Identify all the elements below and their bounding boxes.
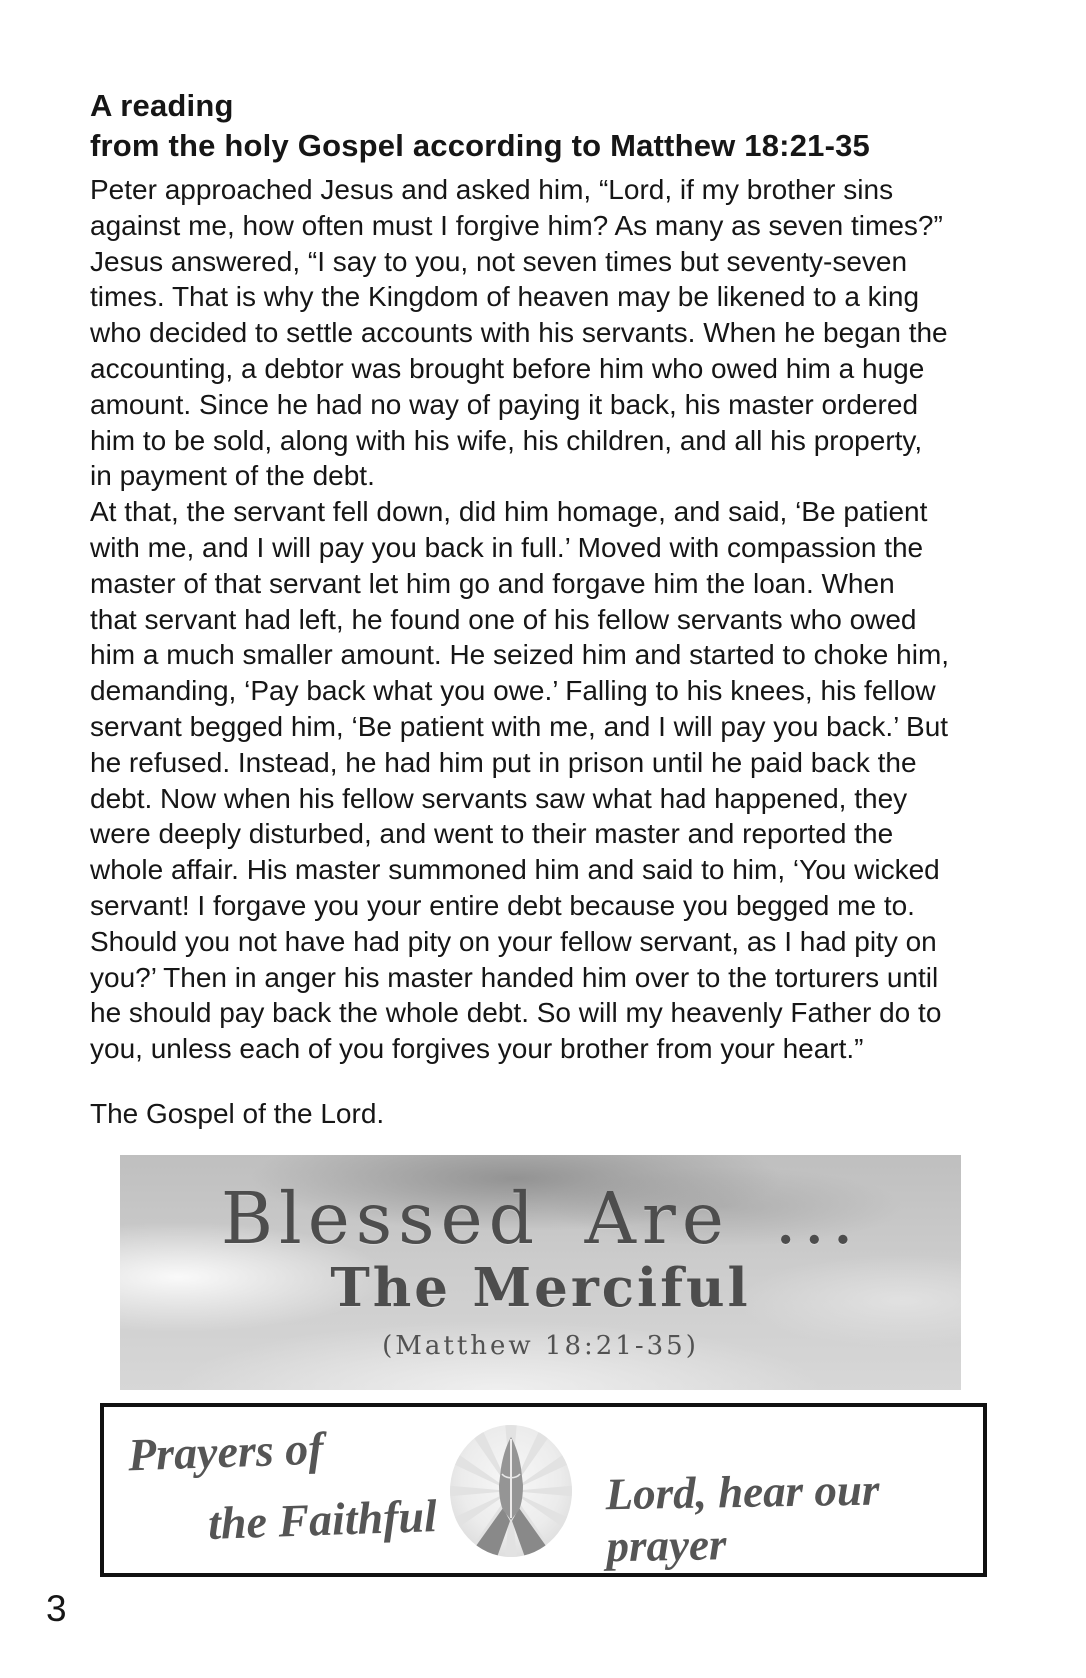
text-line: demanding, ‘Pay back what you owe.’ Falling to his knees, his fellow	[90, 675, 936, 707]
text-line: you?’ Then in anger his master handed him over to the torturers until	[90, 961, 939, 993]
text-line: that servant had left, he found one of his fellow servants who owed	[90, 603, 917, 635]
reading-heading-line2: from the holy Gospel according to Matthew 18:21-35	[90, 128, 870, 163]
text-line: him a much smaller amount. He seized him and started to choke him,	[90, 639, 950, 671]
text-line: At that, the servant fell down, did him homage, and said, ‘Be patient	[90, 496, 928, 528]
text-line: you, unless each of you forgives your brother from your heart.”	[90, 1033, 864, 1065]
banner-title: Blessed Are ...	[220, 1177, 861, 1260]
banner-subtitle: The Merciful	[330, 1257, 751, 1319]
reading-heading-line1: A reading	[90, 88, 234, 123]
page-number: 3	[46, 1588, 67, 1629]
prayers-of-the-faithful-box	[100, 1403, 987, 1577]
praying-hands-icon	[448, 1422, 574, 1560]
text-line: in payment of the debt.	[90, 460, 375, 492]
text-line: debt. Now when his fellow servants saw what had happened, they	[90, 782, 908, 814]
prayers-title-line1: Prayers of	[127, 1422, 325, 1481]
text-line: Should you not have had pity on your fellow servant, as I had pity on	[90, 925, 937, 957]
text-line: him to be sold, along with his wife, his children, and all his property,	[90, 424, 923, 456]
text-line: amount. Since he had no way of paying it back, his master ordered	[90, 388, 919, 420]
text-line: he should pay back the whole debt. So will my heavenly Father do to	[90, 997, 942, 1029]
prayers-title-line2: the Faithful	[207, 1490, 438, 1549]
text-line: servant! I forgave you your entire debt because you begged me to.	[90, 889, 915, 921]
blessed-are-merciful-image	[120, 1155, 961, 1390]
text-line: against me, how often must I forgive him? As many as seven times?”	[90, 209, 943, 241]
text-line: who decided to settle accounts with his servants. When he began the	[90, 317, 948, 349]
text-line: he refused. Instead, he had him put in prison until he paid back the	[90, 746, 917, 778]
text-line: whole affair. His master summoned him and said to him, ‘You wicked	[90, 854, 940, 886]
text-line: were deeply disturbed, and went to their master and reported the	[90, 818, 894, 850]
reading-heading	[90, 86, 870, 166]
text-line: accounting, a debtor was brought before him who owed him a huge	[90, 352, 925, 384]
text-line: with me, and I will pay you back in full.’ Moved with compassion the	[90, 531, 924, 563]
gospel-text	[90, 172, 949, 1067]
text-line: Peter approached Jesus and asked him, “Lord, if my brother sins	[90, 174, 894, 205]
text-line: master of that servant let him go and forgave him the loan. When	[90, 567, 895, 599]
prayer-response-text: Lord, hear our prayer	[605, 1464, 880, 1572]
gospel-closing: The Gospel of the Lord.	[90, 1098, 385, 1129]
text-line: Jesus answered, “I say to you, not seven times but seventy-seven	[90, 245, 908, 277]
text-line: servant begged him, ‘Be patient with me, and I will pay you back.’ But	[90, 710, 949, 742]
text-line: times. That is why the Kingdom of heaven may be likened to a king	[90, 281, 920, 313]
banner-scripture-reference: (Matthew 18:21-35)	[382, 1331, 699, 1361]
